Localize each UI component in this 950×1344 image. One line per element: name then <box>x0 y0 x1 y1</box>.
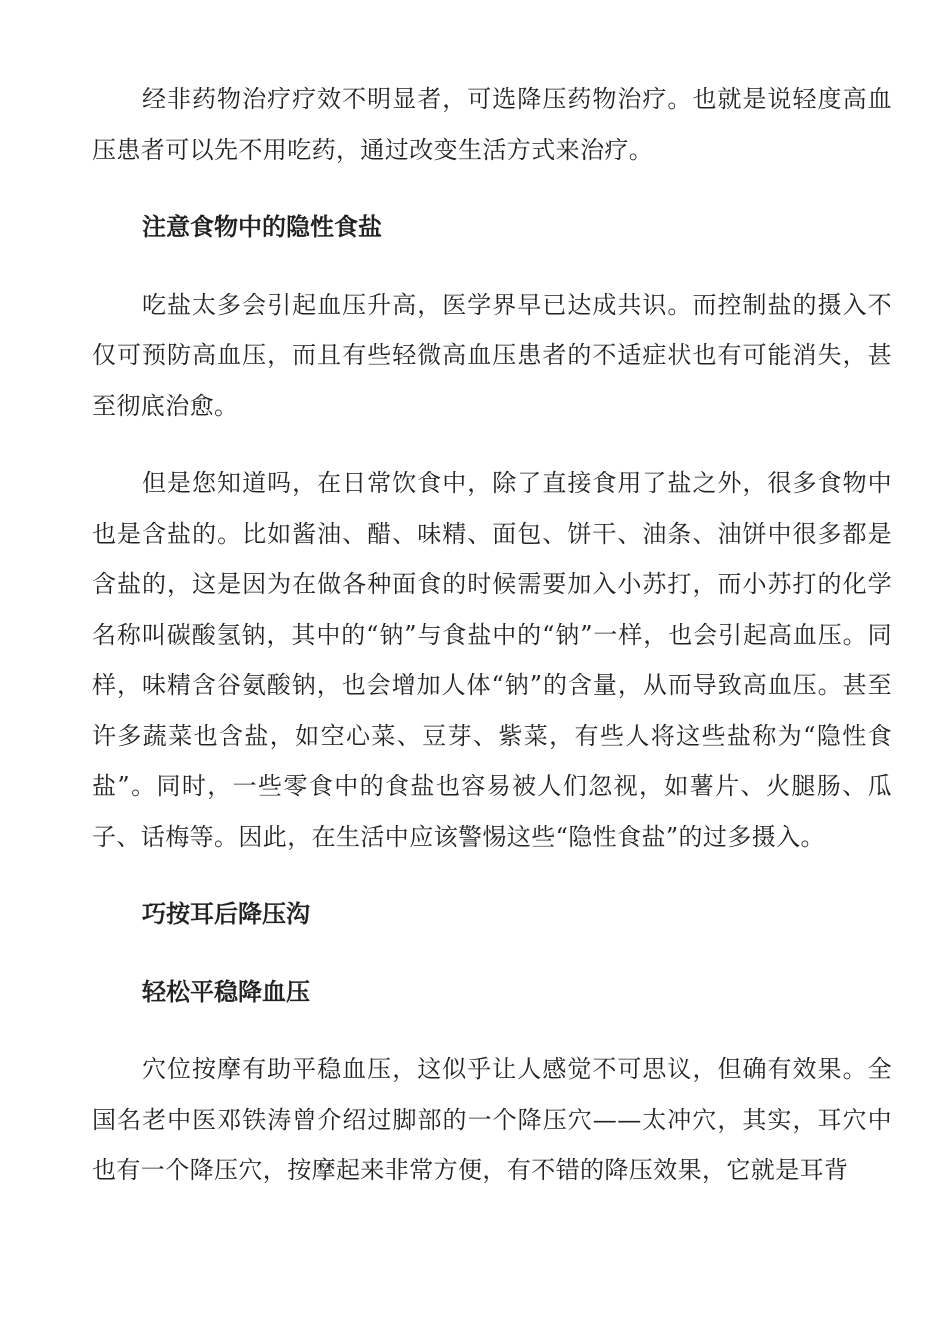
paragraph-gap <box>92 253 892 280</box>
paragraph-gap <box>92 940 892 967</box>
heading-lower-blood-pressure: 轻松平稳降血压 <box>142 977 310 1006</box>
paragraph-gap <box>92 862 892 889</box>
paragraph-acupoint-massage: 穴位按摩有助平稳血压，这似乎让人感觉不可思议，但确有效果。全国名老中医邓铁涛曾介绍过脚部的一个降压穴——太冲穴，其实，耳穴中也有一个降压穴，按摩起来非常方便，有不错的降压效果，它就是耳背 <box>92 1055 892 1184</box>
paragraph-hidden-salt-details: 但是您知道吗，在日常饮食中，除了直接食用了盐之外，很多食物中也是含盐的。比如酱油、醋、味精、面包、饼干、油条、油饼中很多都是含盐的，这是因为在做各种面食的时候需要加入小苏打，而小苏打的化学名称叫碳酸氢钠，其中的“钠”与食盐中的“钠”一样，也会引起高血压。同样，味精含谷氨酸钠，也会增加人体“钠”的含量，从而导致高血压。甚至许多蔬菜也含盐，如空心菜、豆芽、紫菜，有些人将这些盐称为“隐性食盐”。同时，一些零食中的食盐也容易被人们忽视，如薯片、火腿肠、瓜子、话梅等。因此，在生活中应该警惕这些“隐性食盐”的过多摄入。 <box>92 469 892 851</box>
heading-hidden-salt: 注意食物中的隐性食盐 <box>142 213 382 241</box>
document-page <box>92 74 892 1196</box>
paragraph-gap <box>92 431 892 458</box>
paragraph-gap <box>92 175 892 202</box>
paragraph-gap <box>92 1017 892 1044</box>
paragraph-salt-consensus: 吃盐太多会引起血压升高，医学界早已达成共识。而控制盐的摄入不仅可预防高血压，而且有些轻微高血压患者的不适症状也有可能消失，甚至彻底治愈。 <box>92 290 892 420</box>
paragraph-lifestyle-treatment: 经非药物治疗疗效不明显者，可选降压药物治疗。也就是说轻度高血压患者可以先不用吃药，通过改变生活方式来治疗。 <box>92 85 892 164</box>
heading-ear-groove: 巧按耳后降压沟 <box>142 900 310 928</box>
